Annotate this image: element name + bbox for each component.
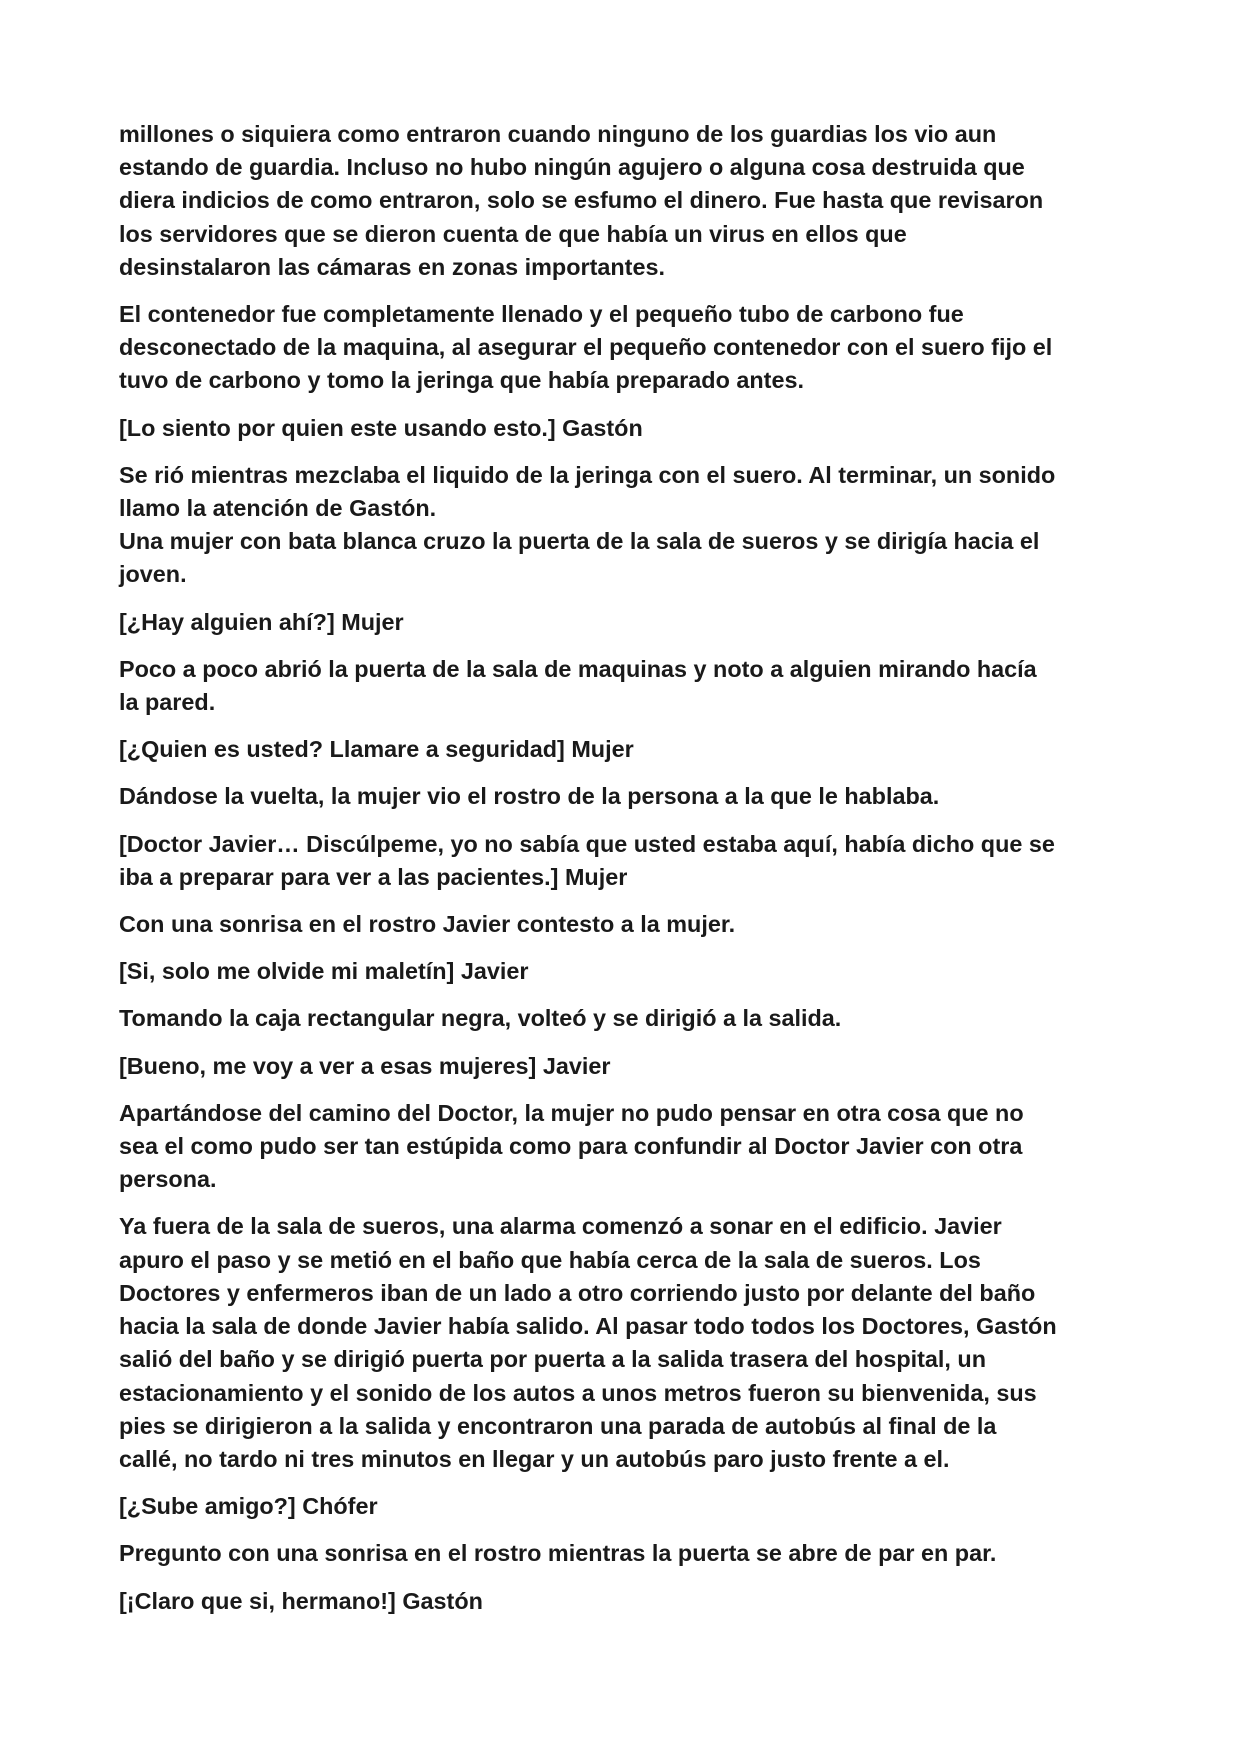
dialogue-line: [Si, solo me olvide mi maletín] Javier [119, 958, 529, 985]
dialogue-line: [Bueno, me voy a ver a esas mujeres] Javier [119, 1052, 611, 1079]
paragraph: El contenedor fue completamente llenado y el pequeño tubo de carbono fue desconectado de la maquina, al asegurar el pequeño contenedor con el suero fijo el tuvo de carbono y tomo la jeringa que había preparado antes. [119, 301, 1053, 394]
paragraph: Con una sonrisa en el rostro Javier contesto a la mujer. [119, 911, 736, 938]
paragraph: Ya fuera de la sala de sueros, una alarma comenzó a sonar en el edificio. Javier apuro el paso y se metió en el baño que había cerca de la sala de sueros. Los Doctores y enfermeros iban de un lado a otro corriendo justo por delante del baño hacia la sala de donde Javier había salido. Al pasar todo todos los Doctores, Gastón salió del baño y se dirigió puerta por puerta a la salida trasera del hospital, un estacionamiento y el sonido de los autos a unos metros fueron su bienvenida, sus pies se dirigieron a la salida y encontraron una parada de autobús al final de la callé, no tardo ni tres minutos en llegar y un autobús paro justo frente a el. [119, 1213, 1057, 1472]
dialogue-line: [¡Claro que si, hermano!] Gastón [119, 1587, 483, 1614]
paragraph: Poco a poco abrió la puerta de la sala de maquinas y noto a alguien mirando hacía la pared. [119, 655, 1037, 716]
dialogue-line: [Doctor Javier… Discúlpeme, yo no sabía que usted estaba aquí, había dicho que se iba a preparar para ver a las pacientes.] Mujer [119, 830, 1055, 890]
paragraph: Tomando la caja rectangular negra, volteó y se dirigió a la salida. [119, 1005, 842, 1032]
paragraph: Pregunto con una sonrisa en el rostro mientras la puerta se abre de par en par. [119, 1540, 997, 1567]
dialogue-line: [¿Quien es usted? Llamare a seguridad] Mujer [119, 736, 634, 763]
paragraph: millones o siquiera como entraron cuando ninguno de los guardias los vio aun estando de guardia. Incluso no hubo ningún agujero o alguna cosa destruida que diera indicios de como entraron, solo se esfumo el dinero. Fue hasta que revisaron los servidores que se dieron cuenta de que había un virus en ellos que desinstalaron las cámaras en zonas importantes. [119, 121, 1044, 280]
paragraph: Apartándose del camino del Doctor, la mujer no pudo pensar en otra cosa que no sea el como pudo ser tan estúpida como para confundir al Doctor Javier con otra persona. [119, 1099, 1024, 1193]
dialogue-line: [¿Hay alguien ahí?] Mujer [119, 608, 404, 635]
dialogue-line: [Lo siento por quien este usando esto.] Gastón [119, 414, 643, 441]
paragraph: Se rió mientras mezclaba el liquido de la jeringa con el suero. Al terminar, un sonido llamo la atención de Gastón. Una mujer con bata blanca cruzo la puerta de la sala de sueros y se dirigía hacia el joven. [119, 461, 1056, 588]
document-body [119, 118, 1129, 1632]
dialogue-line: [¿Sube amigo?] Chófer [119, 1493, 378, 1520]
paragraph: Dándose la vuelta, la mujer vio el rostro de la persona a la que le hablaba. [119, 783, 940, 810]
